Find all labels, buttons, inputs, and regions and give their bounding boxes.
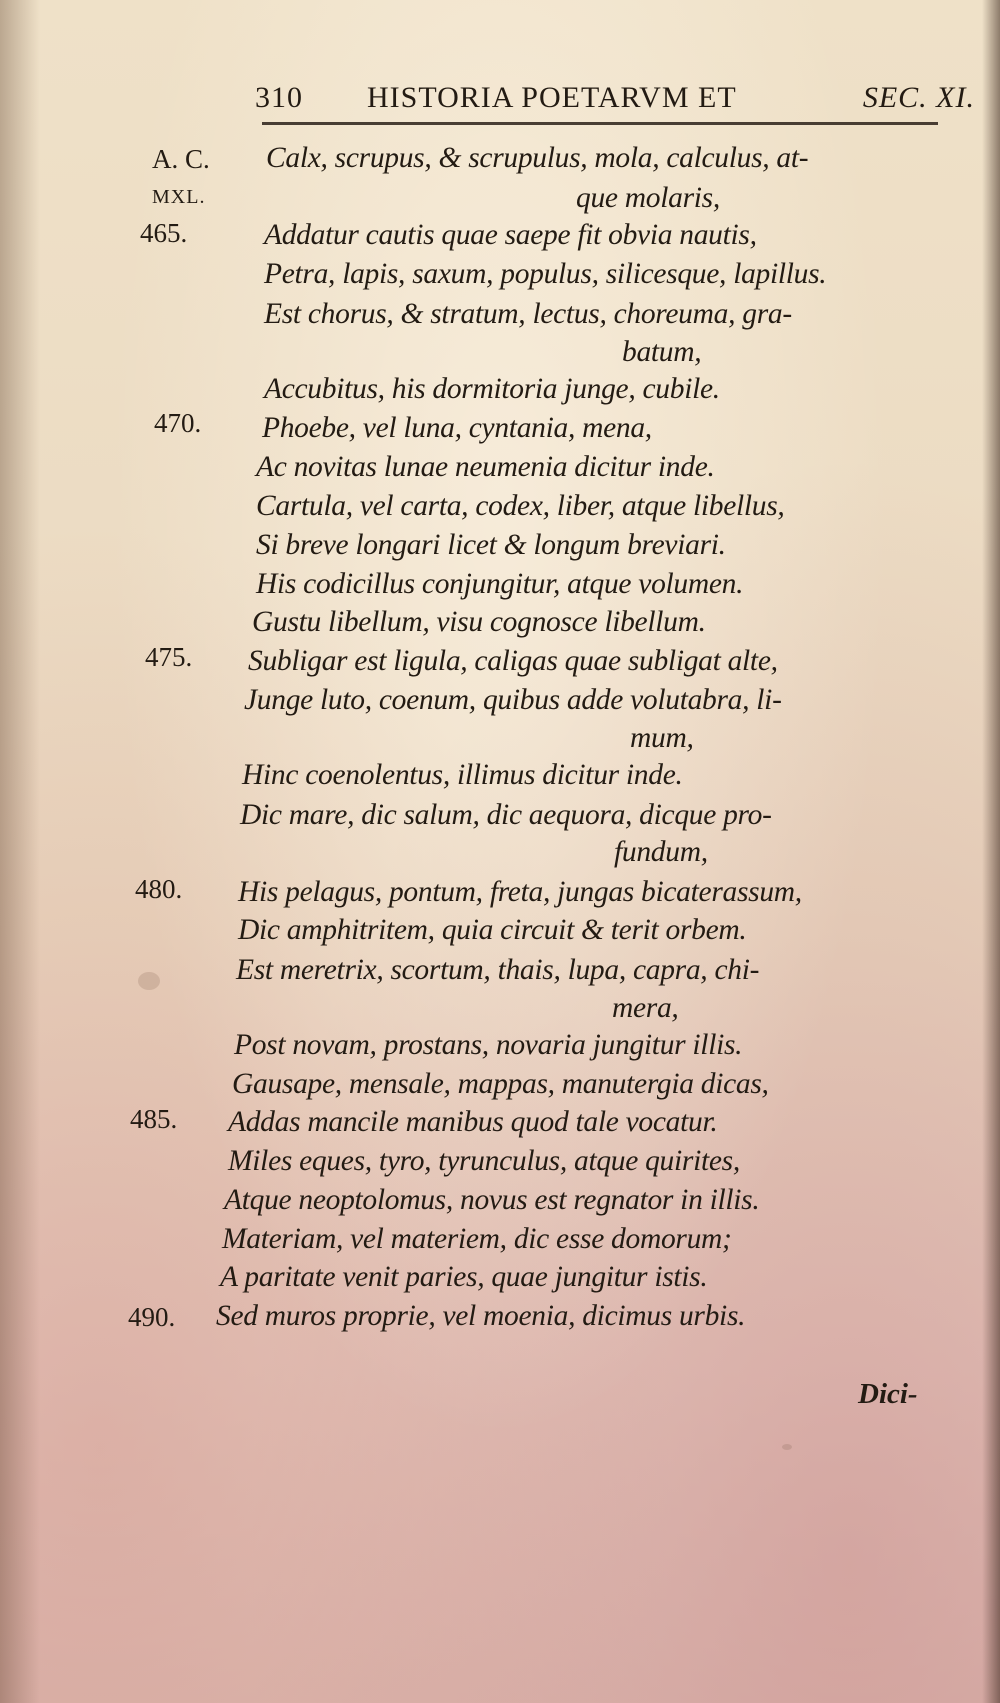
running-title: HISTORIA POETARVM ET — [367, 81, 737, 114]
line-number: 475. — [145, 642, 193, 672]
verse-line: A paritate venit paries, quae jungitur istis. — [220, 1261, 708, 1293]
verse-line: fundum, — [614, 836, 708, 868]
verse-line: His pelagus, pontum, freta, jungas bicaterassum, — [238, 876, 802, 908]
catchword: Dici- — [858, 1378, 918, 1410]
line-number: 470. — [154, 408, 202, 438]
verse-line: Est meretrix, scortum, thais, lupa, capra, chi- — [236, 954, 760, 986]
verse-line: Ac novitas lunae neumenia dicitur inde. — [256, 451, 715, 483]
verse-line: Accubitus, his dormitoria junge, cubile. — [264, 373, 720, 405]
verse-line: Phoebe, vel luna, cyntania, mena, — [262, 412, 652, 444]
verse-line: Dic amphitritem, quia circuit & terit orbem. — [238, 914, 747, 946]
verse-line: Atque neoptolomus, novus est regnator in illis. — [224, 1184, 760, 1216]
section-label: SEC. XI. — [862, 81, 975, 114]
margin-year: MXL. — [152, 186, 206, 208]
verse-line: Cartula, vel carta, codex, liber, atque libellus, — [256, 490, 785, 522]
verse-line: Addatur cautis quae saepe fit obvia nautis, — [264, 219, 757, 251]
verse-line: Calx, scrupus, & scrupulus, mola, calculus, at- — [266, 142, 809, 174]
verse-line: Dic mare, dic salum, dic aequora, dicque pro- — [240, 799, 772, 831]
verse-line: Petra, lapis, saxum, populus, silicesque, lapillus. — [264, 258, 827, 290]
verse-line: Addas mancile manibus quod tale vocatur. — [228, 1106, 718, 1138]
verse-line: Hinc coenolentus, illimus dicitur inde. — [242, 759, 683, 791]
verse-line: His codicillus conjungitur, atque volumen. — [256, 568, 744, 600]
line-number: 480. — [135, 874, 183, 904]
ink-spot — [138, 972, 160, 990]
line-number: 490. — [128, 1302, 176, 1332]
verse-line: Junge luto, coenum, quibus adde volutabra, li- — [244, 684, 782, 716]
verse-line: Gustu libellum, visu cognosce libellum. — [252, 606, 706, 638]
left-gutter-shadow — [0, 0, 40, 1703]
header-rule — [262, 122, 938, 125]
verse-line: Subligar est ligula, caligas quae subligat alte, — [248, 645, 778, 677]
verse-line: Materiam, vel materiem, dic esse domorum; — [222, 1223, 732, 1255]
verse-line: batum, — [622, 336, 702, 368]
verse-line: Gausape, mensale, mappas, manutergia dicas, — [232, 1068, 769, 1100]
verse-line: que molaris, — [576, 182, 720, 214]
verse-line: mera, — [612, 992, 679, 1024]
margin-era: A. C. — [152, 144, 210, 174]
ink-spot — [782, 1444, 792, 1450]
line-number: 465. — [140, 218, 188, 248]
verse-line: Si breve longari licet & longum breviari. — [256, 529, 726, 561]
verse-line: Sed muros proprie, vel moenia, dicimus urbis. — [216, 1300, 746, 1332]
verse-line: Miles eques, tyro, tyrunculus, atque quirites, — [228, 1145, 740, 1177]
running-header — [255, 76, 975, 120]
right-edge-shadow — [982, 0, 1000, 1703]
verse-line: Est chorus, & stratum, lectus, choreuma, gra- — [264, 298, 792, 330]
verse-line: Post novam, prostans, novaria jungitur illis. — [234, 1029, 743, 1061]
page-number: 310 — [255, 81, 303, 114]
verse-line: mum, — [630, 722, 694, 754]
line-number: 485. — [130, 1104, 178, 1134]
